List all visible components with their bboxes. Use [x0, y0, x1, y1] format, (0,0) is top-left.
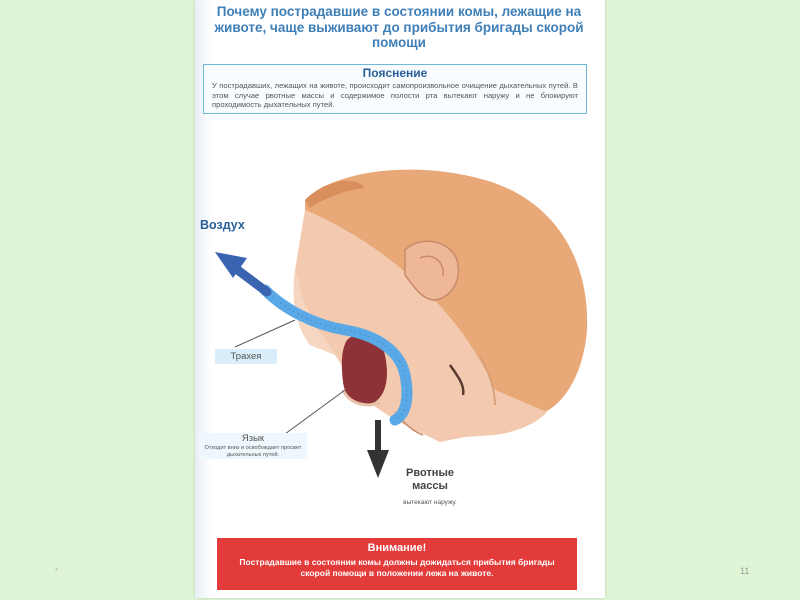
- explanation-text: У пострадавших, лежащих на животе, происходит самопроизвольное очищение дыхательных путей. В этом случае рвотные массы и содержимое полости рта вытекают наружу и не блокируют проходимость дыхательных путей.: [212, 81, 578, 109]
- air-label: Воздух: [200, 218, 245, 232]
- warning-heading: Внимание!: [367, 542, 427, 554]
- air-arrow: [235, 268, 267, 292]
- vomit-note: вытекают наружу.: [403, 499, 457, 506]
- page-number: 11: [740, 566, 750, 576]
- tongue-note: Отходит вниз и освобождает просвет дыхательных путей.: [204, 445, 302, 458]
- page-title: Почему пострадавшие в состоянии комы, лежащие на животе, чаще выживают до прибытия бригады скорой помощи: [214, 4, 584, 50]
- trachea-label: Трахея: [215, 349, 277, 364]
- vomit-label: Рвотные массы: [406, 467, 454, 492]
- warning-text: Пострадавшие в состоянии комы должны дожидаться прибытия бригады скорой помощи в положении лежа на животе.: [239, 557, 555, 578]
- explanation-box: [203, 64, 587, 114]
- slide-page: [195, 0, 605, 598]
- tongue-label: Язык: [241, 433, 265, 444]
- warning-box: [217, 538, 577, 590]
- tongue-label-block: [199, 433, 307, 459]
- vomit-label-block: [391, 467, 469, 507]
- explanation-heading: Пояснение: [362, 66, 428, 80]
- slide-marker: *: [55, 566, 59, 576]
